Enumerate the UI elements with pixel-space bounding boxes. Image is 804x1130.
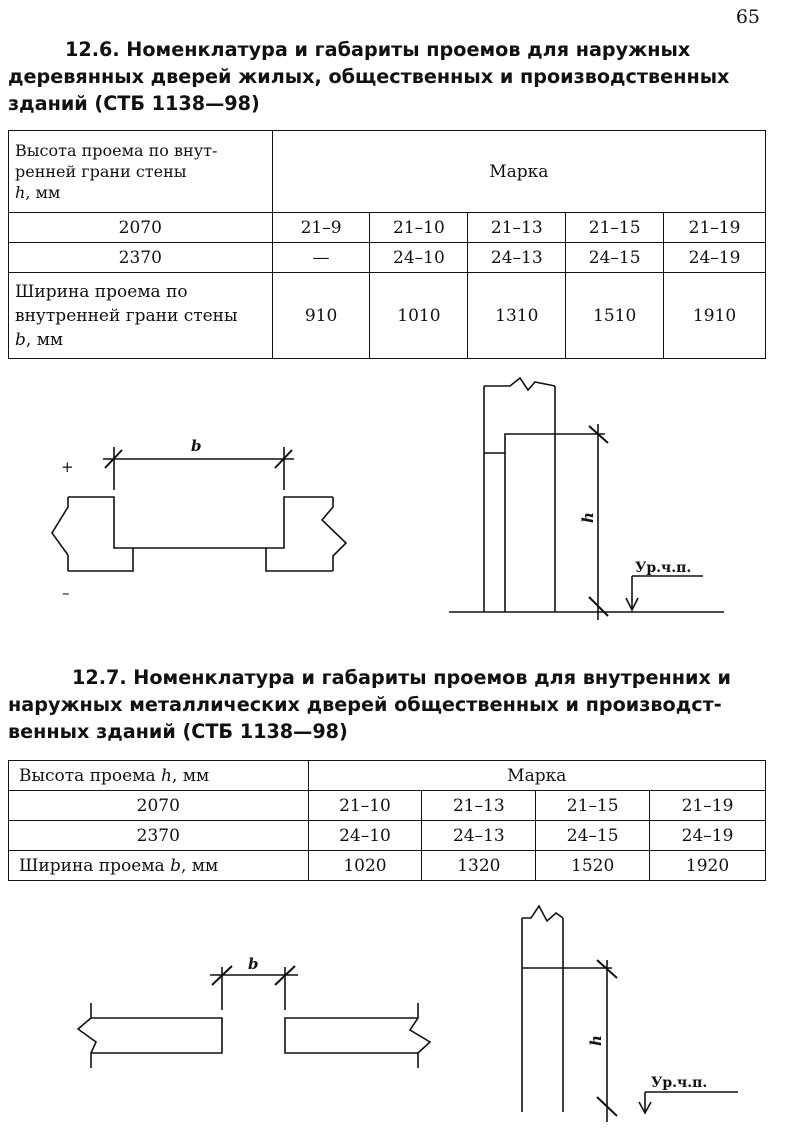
title-line: деревянных дверей жилых, общественных и производственных — [8, 65, 730, 88]
width-unit: , мм — [180, 855, 219, 876]
right-wall-break-line — [410, 1003, 430, 1068]
height-unit: , мм — [171, 765, 210, 786]
width-header-text: Ширина проема — [19, 855, 171, 876]
mark-cell: 24–19 — [664, 243, 766, 273]
exterior-plus-label: + — [61, 458, 74, 476]
dimension-label-h: h — [579, 512, 597, 523]
floor-level-label: Ур.ч.п. — [651, 1075, 708, 1091]
mark-cell: 24–19 — [650, 821, 766, 851]
section-drawing-wooden-door — [449, 378, 724, 620]
width-var: b — [170, 855, 181, 876]
width-cell: 1010 — [370, 273, 468, 359]
dimension-label-b: b — [248, 955, 259, 973]
mark-cell: 24–10 — [308, 821, 422, 851]
title-line: 12.6. Номенклатура и габариты проемов для наружных — [65, 38, 691, 61]
wall-lines — [484, 386, 555, 612]
height-cell: 2070 — [9, 791, 309, 821]
plan-drawing-wooden-door — [52, 437, 346, 602]
mark-header: Марка — [272, 131, 765, 213]
width-cell: 910 — [272, 273, 370, 359]
mark-cell: 24–13 — [422, 821, 536, 851]
height-header-line: ренней грани стены — [15, 162, 187, 181]
height-header-line: Высота проема по внут- — [15, 141, 218, 160]
mark-cell: 21–13 — [468, 213, 566, 243]
title-line: зданий (СТБ 1138—98) — [8, 92, 260, 115]
width-unit: , мм — [25, 329, 64, 350]
mark-cell: — — [272, 243, 370, 273]
break-line-top — [522, 906, 563, 921]
height-var: h — [161, 765, 172, 786]
mark-cell: 21–19 — [650, 791, 766, 821]
break-line-top — [484, 378, 555, 390]
mark-cell: 24–15 — [536, 821, 650, 851]
dimension-label-b: b — [191, 437, 202, 455]
width-cell: 1520 — [536, 851, 650, 881]
dimension-label-h: h — [587, 1035, 605, 1046]
height-cell: 2370 — [9, 821, 309, 851]
height-cell: 2370 — [9, 243, 273, 273]
title-line: наружных металлических дверей общественных и производст- — [8, 693, 722, 716]
right-wall-outline — [266, 497, 333, 571]
width-var: b — [15, 329, 26, 350]
mark-cell: 24–10 — [370, 243, 468, 273]
mark-cell: 21–15 — [536, 791, 650, 821]
left-wall-outline — [68, 497, 133, 571]
width-cell: 1020 — [308, 851, 422, 881]
mark-header: Марка — [308, 761, 765, 791]
section-drawing-metal-door — [522, 906, 738, 1122]
mark-cell: 24–15 — [566, 243, 664, 273]
lintel-outline — [484, 434, 555, 453]
plan-drawing-metal-door — [78, 955, 430, 1068]
height-header-text: Высота проема — [19, 765, 161, 786]
width-cell: 1510 — [566, 273, 664, 359]
page-number: 65 — [735, 6, 760, 28]
left-wall-break-line — [52, 497, 68, 571]
mark-cell: 24–13 — [468, 243, 566, 273]
mark-cell: 21–10 — [308, 791, 422, 821]
right-wall-break-line — [322, 497, 346, 571]
mark-cell: 21–15 — [566, 213, 664, 243]
title-line: венных зданий (СТБ 1138—98) — [8, 720, 348, 743]
width-header-line: внутренней грани стены — [15, 305, 238, 326]
width-cell: 1920 — [650, 851, 766, 881]
width-header-line: Ширина проема по — [15, 281, 188, 302]
mark-cell: 21–10 — [370, 213, 468, 243]
width-cell: 1910 — [664, 273, 766, 359]
interior-minus-label: – — [62, 584, 70, 602]
height-unit: , мм — [25, 183, 61, 202]
title-line: 12.7. Номенклатура и габариты проемов для внутренних и — [72, 666, 731, 689]
right-wall-outline — [285, 1018, 418, 1053]
height-cell: 2070 — [9, 213, 273, 243]
height-var: h — [15, 183, 26, 202]
extension-lines — [222, 967, 285, 1010]
mark-cell: 21–19 — [664, 213, 766, 243]
width-cell: 1310 — [468, 273, 566, 359]
wall-lines — [522, 918, 563, 1112]
floor-level-label: Ур.ч.п. — [635, 560, 692, 576]
mark-cell: 21–9 — [272, 213, 370, 243]
width-cell: 1320 — [422, 851, 536, 881]
mark-cell: 21–13 — [422, 791, 536, 821]
left-wall-outline — [91, 1018, 222, 1053]
left-wall-break-line — [78, 1003, 96, 1068]
